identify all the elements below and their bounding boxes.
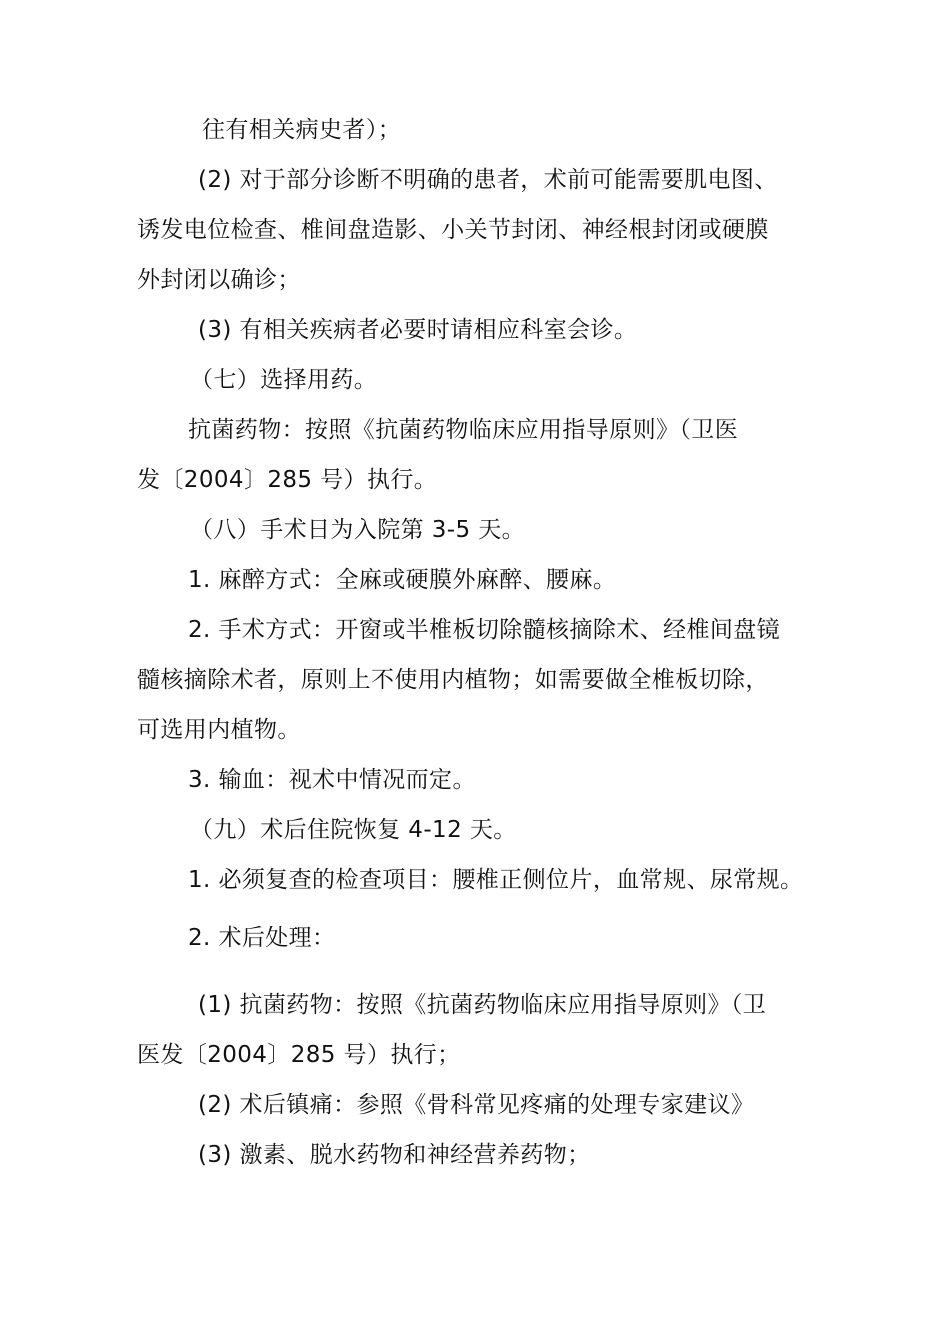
text-line-18: (1) 抗菌药物：按照《抗菌药物临床应用指导原则》（卫 (198, 992, 767, 1018)
section-heading-7: （七）选择用药。 (190, 367, 378, 393)
text-line-20: (2) 术后镇痛：参照《骨科常见疼痛的处理专家建议》 (198, 1092, 755, 1118)
text-line-3: 诱发电位检查、椎间盘造影、小关节封闭、神经根封闭或硬膜 (137, 217, 769, 243)
text-line-14: 3. 输血：视术中情况而定。 (188, 767, 476, 793)
text-line-10: 1. 麻醉方式：全麻或硬膜外麻醉、腰麻。 (188, 567, 617, 593)
text-line-1: 往有相关病史者）； (202, 117, 402, 143)
section-heading-9: （九）术后住院恢复 4-12 天。 (190, 817, 517, 843)
text-line-11: 2. 手术方式：开窗或半椎板切除髓核摘除术、经椎间盘镜 (188, 617, 781, 643)
text-line-16: 1. 必须复查的检查项目：腰椎正侧位片，血常规、尿常规。 (188, 867, 804, 893)
text-line-17: 2. 术后处理： (188, 925, 336, 951)
text-line-19: 医发〔2004〕285 号）执行； (137, 1042, 461, 1068)
text-line-8: 发〔2004〕285 号）执行。 (137, 467, 438, 493)
section-heading-8: （八）手术日为入院第 3-5 天。 (190, 517, 525, 543)
text-line-7: 抗菌药物：按照《抗菌药物临床应用指导原则》（卫医 (188, 417, 739, 443)
text-line-4: 外封闭以确诊； (137, 267, 301, 293)
text-line-21: (3) 激素、脱水药物和神经营养药物； (198, 1142, 591, 1168)
text-line-2: (2) 对于部分诊断不明确的患者，术前可能需要肌电图、 (198, 167, 778, 193)
text-line-13: 可选用内植物。 (137, 717, 301, 743)
text-line-5: (3) 有相关疾病者必要时请相应科室会诊。 (198, 317, 638, 343)
text-line-12: 髓核摘除术者，原则上不使用内植物；如需要做全椎板切除， (137, 667, 769, 693)
